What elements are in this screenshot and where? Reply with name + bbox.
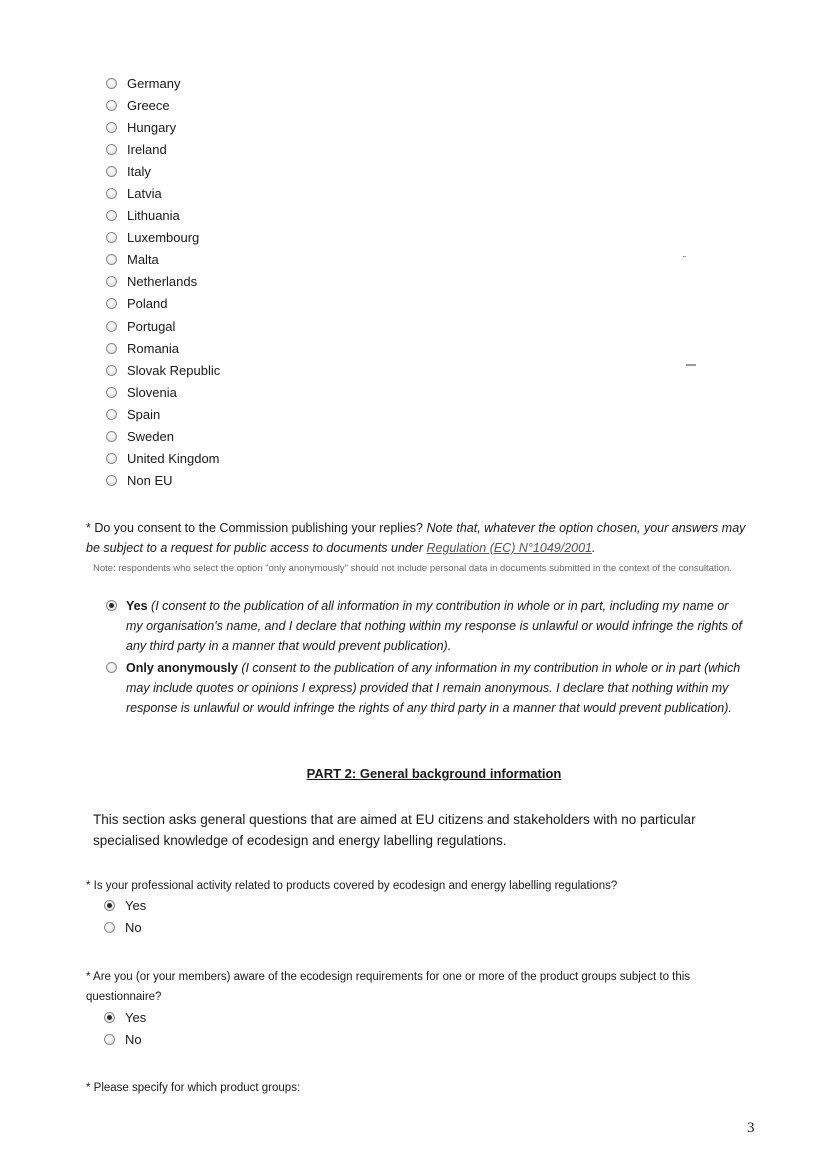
- country-radio[interactable]: [106, 321, 117, 332]
- regulation-link[interactable]: Regulation (EC) N°1049/2001: [426, 541, 592, 555]
- country-option[interactable]: [106, 381, 220, 403]
- country-option[interactable]: [106, 448, 220, 470]
- professional-no-label: No: [125, 920, 142, 935]
- country-radio[interactable]: [106, 365, 117, 376]
- country-radio[interactable]: [106, 431, 117, 442]
- country-radio[interactable]: [106, 276, 117, 287]
- country-label: Italy: [127, 163, 151, 179]
- consent-option-yes[interactable]: [106, 596, 746, 656]
- awareness-yes-label: Yes: [125, 1010, 147, 1025]
- part2-heading-wrap: [0, 766, 828, 781]
- consent-question-text: * Do you consent to the Commission publishing your replies?: [86, 521, 423, 535]
- country-option[interactable]: [106, 138, 220, 160]
- country-option[interactable]: [106, 293, 220, 315]
- country-radio[interactable]: [106, 210, 117, 221]
- country-option[interactable]: [106, 359, 220, 381]
- country-label: Netherlands: [127, 274, 198, 290]
- country-radio[interactable]: [106, 254, 117, 265]
- awareness-yes-option[interactable]: [104, 1010, 146, 1025]
- consent-anonymous-label: Only anonymously: [126, 661, 238, 675]
- country-option[interactable]: [106, 271, 220, 293]
- consent-yes-label: Yes: [126, 599, 148, 613]
- country-radio[interactable]: [106, 232, 117, 243]
- country-radio[interactable]: [106, 475, 117, 486]
- country-radio[interactable]: [106, 100, 117, 111]
- country-option[interactable]: [106, 249, 220, 271]
- country-label: Hungary: [127, 119, 177, 135]
- professional-yes-radio[interactable]: [104, 900, 115, 911]
- country-option[interactable]: [106, 337, 220, 359]
- country-option[interactable]: [106, 116, 220, 138]
- country-option[interactable]: [106, 160, 220, 182]
- country-option[interactable]: [106, 94, 220, 116]
- country-label: Ireland: [127, 141, 167, 157]
- consent-yes-desc: (I consent to the publication of all information in my contribution in whole or in part, including my name or my organisation's name, and I declare that nothing within my response is unlawful or would infringe the rights of any third party in a manner that would prevent publication).: [126, 599, 742, 653]
- country-label: Spain: [127, 406, 161, 422]
- country-radio[interactable]: [106, 298, 117, 309]
- consent-option-anonymous[interactable]: [106, 658, 746, 718]
- product-groups-question: * Please specify for which product groups:: [86, 1082, 301, 1094]
- country-radio[interactable]: [106, 409, 117, 420]
- page-number: 3: [747, 1120, 755, 1136]
- country-radio[interactable]: [106, 166, 117, 177]
- country-label: Non EU: [127, 473, 173, 489]
- country-radio[interactable]: [106, 453, 117, 464]
- awareness-no-option[interactable]: [104, 1032, 142, 1047]
- country-label: Greece: [127, 97, 170, 113]
- country-option[interactable]: [106, 426, 220, 448]
- part2-heading: PART 2: General background information: [306, 766, 562, 781]
- professional-no-option[interactable]: [104, 920, 142, 935]
- country-option[interactable]: [106, 72, 220, 94]
- country-label: Poland: [127, 296, 168, 312]
- country-label: United Kingdom: [127, 451, 220, 467]
- awareness-no-radio[interactable]: [104, 1034, 115, 1045]
- country-radio[interactable]: [106, 122, 117, 133]
- country-list: [106, 72, 220, 492]
- consent-yes-radio[interactable]: [106, 600, 117, 611]
- country-radio[interactable]: [106, 188, 117, 199]
- awareness-no-label: No: [125, 1032, 142, 1047]
- consent-anonymous-radio[interactable]: [106, 662, 117, 673]
- professional-activity-question: * Is your professional activity related to products covered by ecodesign and energy labelling regulations?: [86, 880, 618, 892]
- country-option[interactable]: [106, 205, 220, 227]
- consent-question: [86, 518, 751, 558]
- awareness-yes-radio[interactable]: [104, 1012, 115, 1023]
- country-option[interactable]: [106, 227, 220, 249]
- country-label: Luxembourg: [127, 230, 200, 246]
- awareness-question: * Are you (or your members) aware of the ecodesign requirements for one or more of the product groups subject to this questionnaire?: [86, 971, 691, 1003]
- country-label: Portugal: [127, 318, 176, 334]
- country-label: Sweden: [127, 429, 174, 445]
- country-radio[interactable]: [106, 144, 117, 155]
- professional-no-radio[interactable]: [104, 922, 115, 933]
- scan-speck: [683, 256, 686, 257]
- scan-speck: [686, 364, 696, 366]
- country-radio[interactable]: [106, 387, 117, 398]
- country-label: Germany: [127, 75, 181, 91]
- country-label: Romania: [127, 340, 180, 356]
- country-option[interactable]: [106, 182, 220, 204]
- country-option[interactable]: [106, 470, 220, 492]
- country-option[interactable]: [106, 403, 220, 425]
- regulation-end: .: [592, 541, 596, 555]
- country-label: Latvia: [127, 186, 162, 202]
- country-option[interactable]: [106, 315, 220, 337]
- country-label: Slovenia: [127, 384, 177, 400]
- professional-yes-label: Yes: [125, 898, 147, 913]
- country-label: Malta: [127, 252, 159, 268]
- country-label: Lithuania: [127, 208, 180, 224]
- consent-anonymous-desc: (I consent to the publication of any information in my contribution in whole or in part (which may include quotes or opinions I express) provided that I remain anonymous. I declare that nothing within my response is unlawful or would infringe the rights of any third party in a manner that would prevent publication).: [126, 661, 741, 715]
- consent-question-note: Note that, whatever the option chosen, your answers may be subject to a request for public access to documents under: [86, 521, 746, 555]
- country-radio[interactable]: [106, 78, 117, 89]
- consent-note: Note: respondents who select the option "only anonymously" should not include personal data in documents submitted in the context of the consultation.: [93, 563, 732, 574]
- country-radio[interactable]: [106, 343, 117, 354]
- country-label: Slovak Republic: [127, 362, 221, 378]
- professional-yes-option[interactable]: [104, 898, 146, 913]
- part2-intro: This section asks general questions that are aimed at EU citizens and stakeholders with no particular specialised knowledge of ecodesign and energy labelling regulations.: [93, 812, 696, 848]
